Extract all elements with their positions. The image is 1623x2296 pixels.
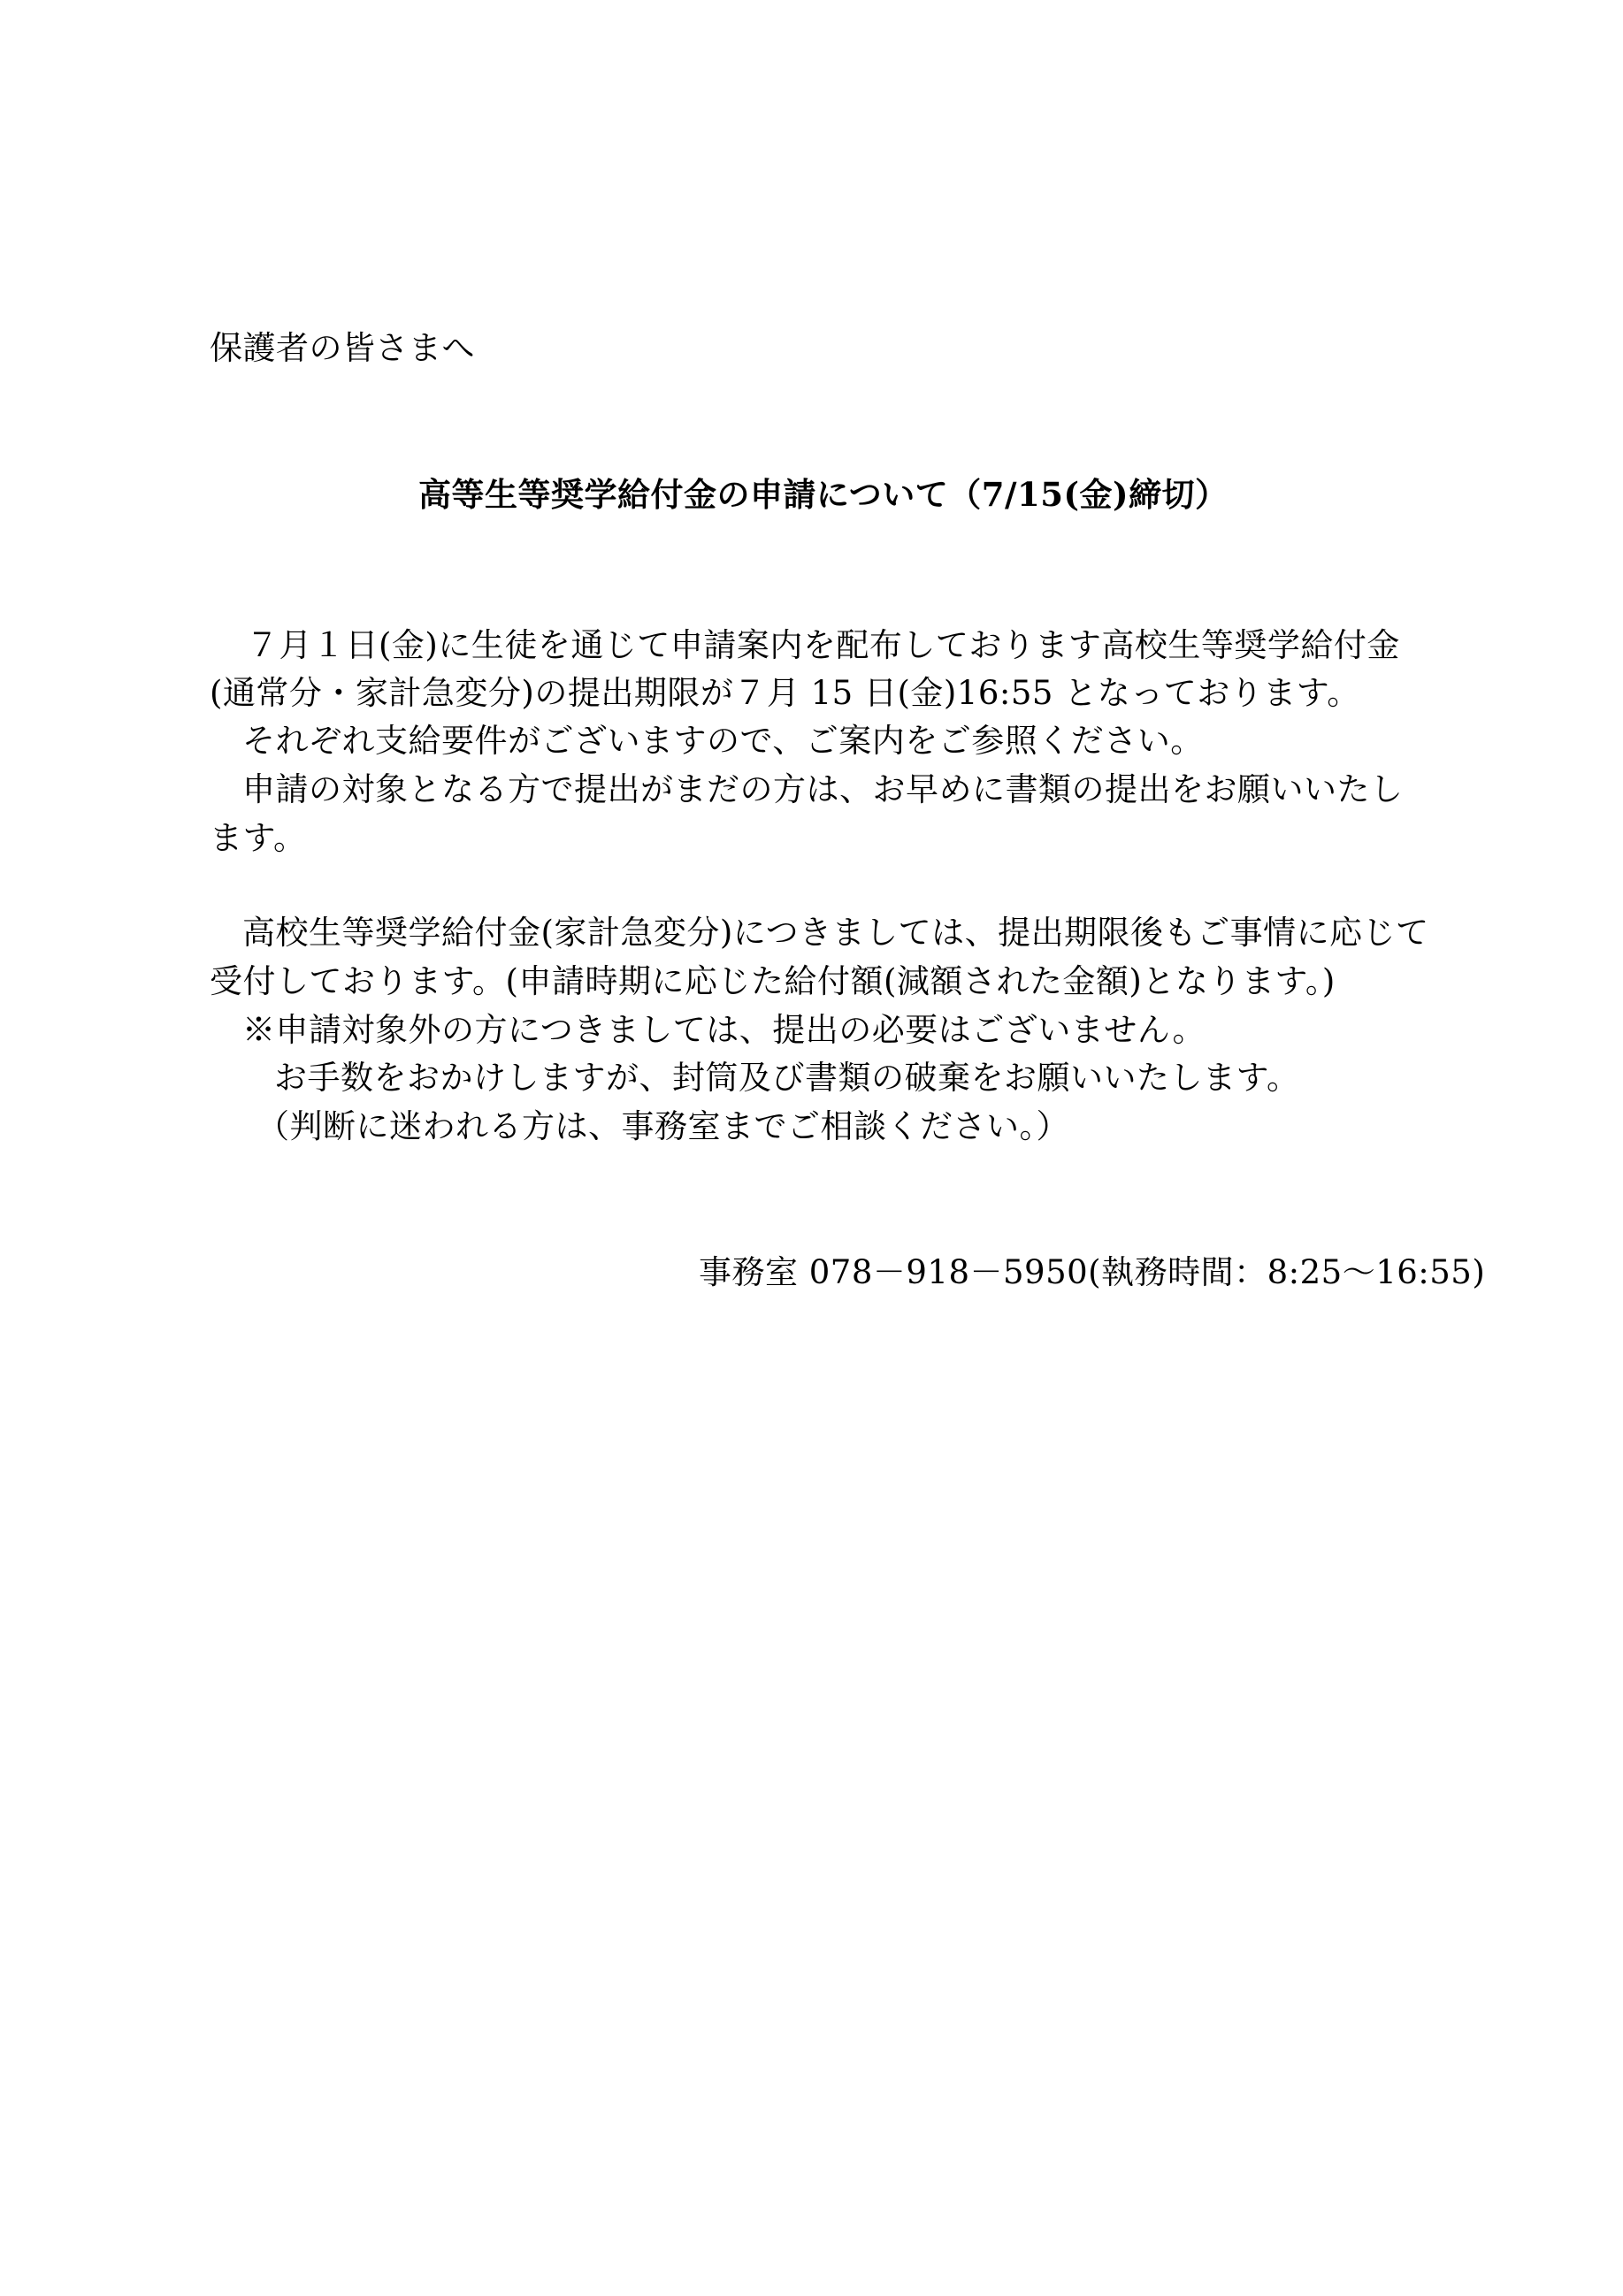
paragraph-line: ７月１日(金)に生徒を通じて申請案内を配布しております高校生等奨学給付金 xyxy=(246,626,1400,664)
paragraph-line: (通常分・家計急変分)の提出期限が７月 15 日(金)16:55 となっております。 xyxy=(210,674,1360,712)
note-line: （判断に迷われる方は、事務室までご相談ください。） xyxy=(256,1107,1069,1145)
paragraph-line: 受付しております。(申請時期に応じた給付額(減額された金額)となります。) xyxy=(210,962,1336,1000)
contact-info: 事務室 078－918－5950(執務時間：8:25～16:55) xyxy=(699,1253,1486,1291)
paragraph-line: ます。 xyxy=(210,819,307,857)
paragraph-line: それぞれ支給要件がございますので、ご案内をご参照ください。 xyxy=(242,722,1204,760)
note-line: お手数をおかけしますが、封筒及び書類の破棄をお願いいたします。 xyxy=(274,1059,1300,1097)
note-line: ※申請対象外の方につきましては、提出の必要はございません。 xyxy=(242,1011,1206,1049)
salutation: 保護者の皆さまへ xyxy=(210,329,475,367)
document-title: 高等生等奨学給付金の申請について（7/15(金)締切） xyxy=(418,475,1229,514)
paragraph-line: 高校生等奨学給付金(家計急変分)につきましては、提出期限後もご事情に応じて xyxy=(242,914,1429,952)
paragraph-line: 申請の対象となる方で提出がまだの方は、お早めに書類の提出をお願いいたし xyxy=(242,770,1404,808)
